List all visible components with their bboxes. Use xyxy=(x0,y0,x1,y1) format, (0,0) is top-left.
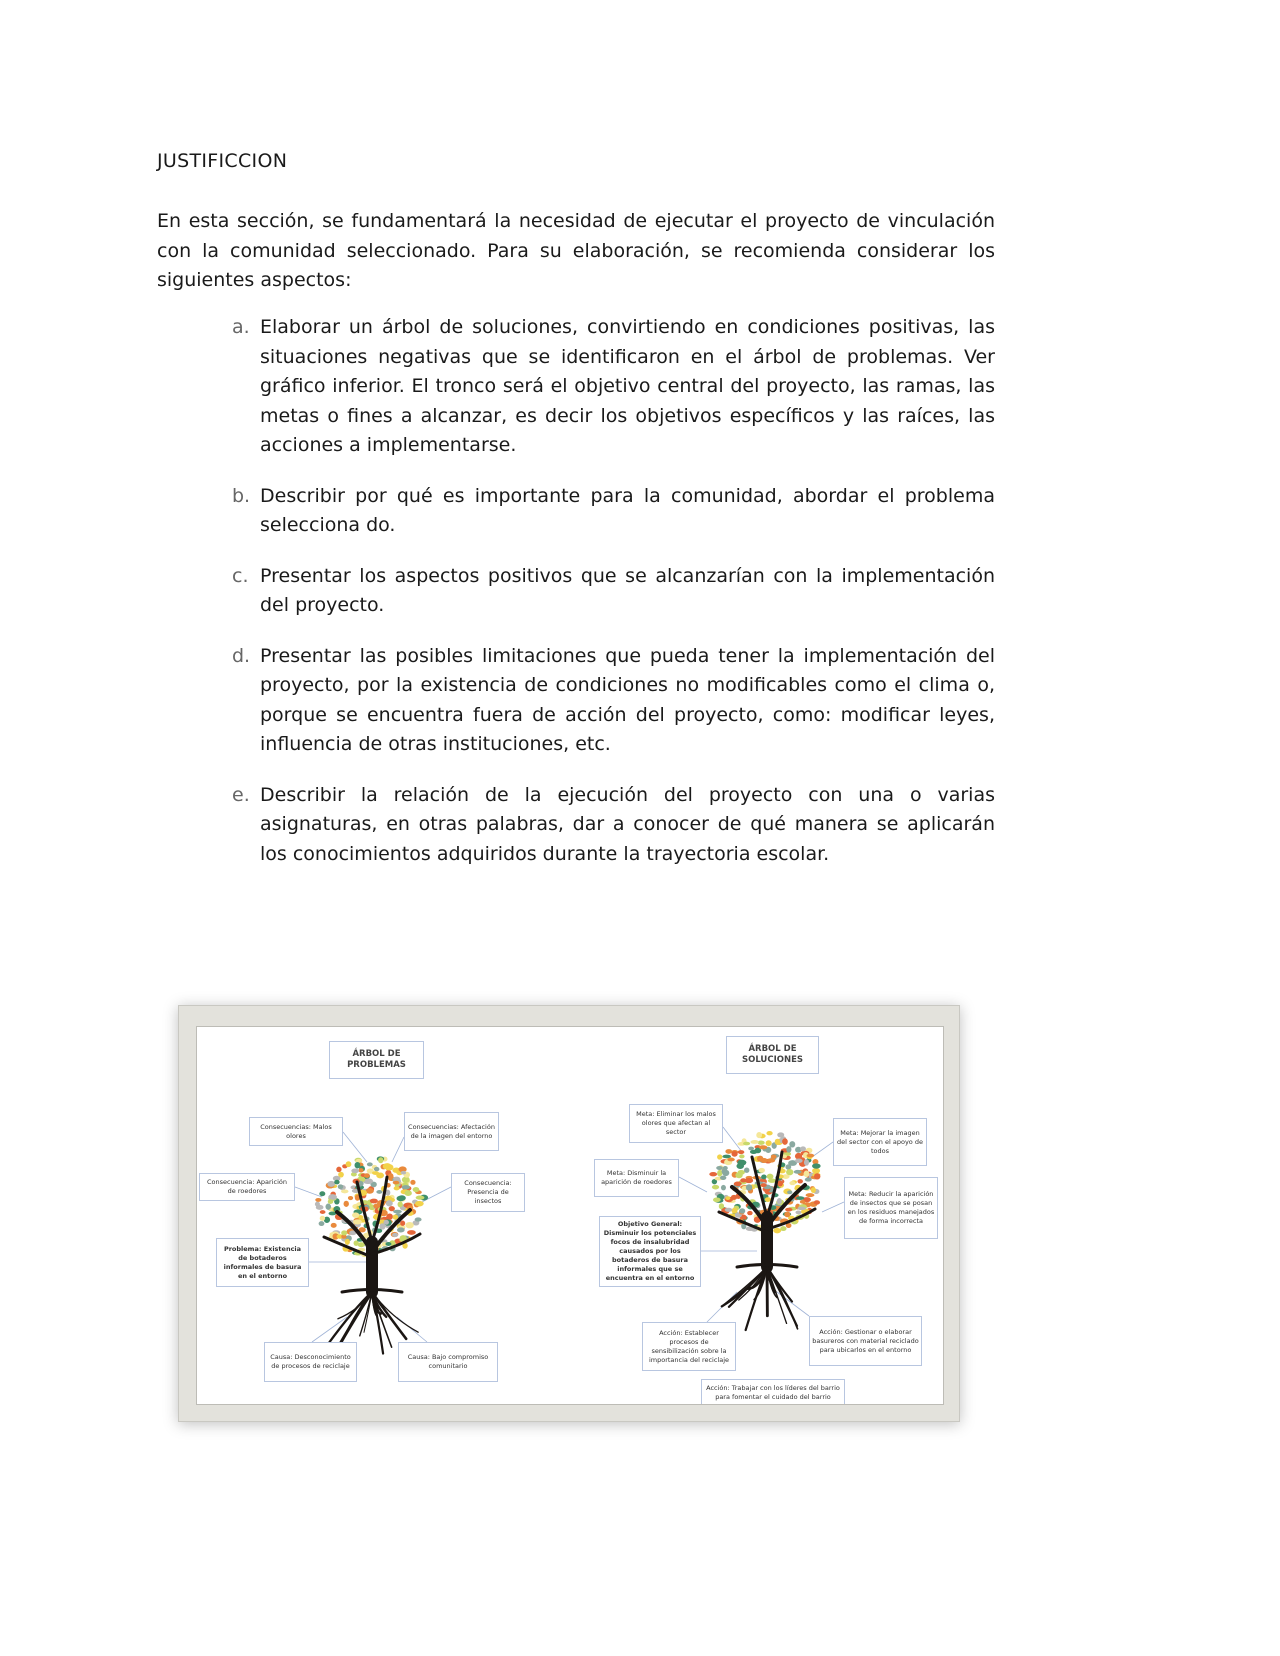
figure-canvas xyxy=(196,1026,944,1405)
goal-box: Meta: Reducir la aparición de insectos que se posan en los residuos manejados de forma incorrecta xyxy=(844,1177,938,1239)
consequence-box: Consecuencias: Malos olores xyxy=(249,1117,343,1146)
problem-tree-title: ÁRBOL DE PROBLEMAS xyxy=(329,1041,424,1079)
list-item-text: Presentar los aspectos positivos que se alcanzarían con la implementación del proyecto. xyxy=(260,564,995,616)
goal-box: Meta: Eliminar los malos olores que afectan al sector xyxy=(629,1104,723,1143)
list-item-text: Presentar las posibles limitaciones que pueda tener la implementación del proyecto, por la existencia de condiciones no modificables como el clima o, porque se encuentra fuera de acción del proyecto, como: modificar leyes, influencia de otras instituciones, etc. xyxy=(260,644,995,755)
list-item-text: Describir por qué es importante para la comunidad, abordar el problema selecciona do. xyxy=(260,484,995,536)
action-box: Acción: Trabajar con los líderes del barrio para fomentar el cuidado del barrio xyxy=(701,1379,845,1405)
problem-box: Problema: Existencia de botaderos informales de basura en el entorno xyxy=(216,1238,309,1287)
cause-box: Causa: Bajo compromiso comunitario xyxy=(398,1342,498,1382)
list-marker: b. xyxy=(232,484,251,507)
list-marker: d. xyxy=(232,644,251,667)
tree-diagram-figure xyxy=(178,1005,960,1422)
list-marker: c. xyxy=(232,564,249,587)
list-item-text: Describir la relación de la ejecución del proyecto con una o varias asignaturas, en otras palabras, dar a conocer de qué manera se aplicarán los conocimientos adquiridos durante la trayectoria escolar. xyxy=(260,783,995,865)
solution-tree-title: ÁRBOL DE SOLUCIONES xyxy=(726,1036,819,1074)
section-heading: JUSTIFICCION xyxy=(157,150,288,172)
intro-paragraph: En esta sección, se fundamentará la necesidad de ejecutar el proyecto de vinculación con la comunidad seleccionado. Para su elaboración, se recomienda considerar los siguientes aspectos: xyxy=(157,210,995,291)
problem-tree-illustration xyxy=(302,1142,442,1362)
list-item xyxy=(232,482,995,541)
list-marker: a. xyxy=(232,316,250,338)
goal-box: Meta: Disminuir la aparición de roedores xyxy=(594,1159,679,1197)
list-item xyxy=(232,781,995,870)
goal-box: Meta: Mejorar la imagen del sector con el apoyo de todos xyxy=(833,1118,927,1166)
aspects-list xyxy=(232,313,995,890)
consequence-box: Consecuencia: Aparición de roedores xyxy=(199,1173,295,1201)
action-box: Acción: Gestionar o elaborar basureros con material reciclado para ubicarlos en el entorno xyxy=(809,1316,922,1366)
list-item xyxy=(232,313,995,461)
list-marker: e. xyxy=(232,783,250,806)
cause-box: Causa: Desconocimiento de procesos de reciclaje xyxy=(264,1342,357,1382)
list-item xyxy=(232,562,995,621)
consequence-box: Consecuencia: Presencia de insectos xyxy=(451,1173,525,1212)
solution-tree-illustration xyxy=(697,1117,837,1337)
trunk-and-roots xyxy=(719,1152,815,1330)
action-box: Acción: Establecer procesos de sensibilización sobre la importancia del reciclaje xyxy=(642,1322,736,1371)
list-item xyxy=(232,642,995,760)
objective-box: Objetivo General: Disminuir los potenciales focos de insalubridad causados por los botaderos de basura informales que se encuentra en el entorno xyxy=(599,1216,701,1287)
list-item-text: Elaborar un árbol de soluciones, convirtiendo en condiciones positivas, las situaciones negativas que se identificaron en el árbol de problemas. Ver gráfico inferior. El tronco será el objetivo central del proyecto, las ramas, las metas o fines a alcanzar, es decir los objetivos específicos y las raíces, las acciones a implementarse. xyxy=(260,316,995,456)
consequence-box: Consecuencias: Afectación de la imagen del entorno xyxy=(404,1112,499,1151)
